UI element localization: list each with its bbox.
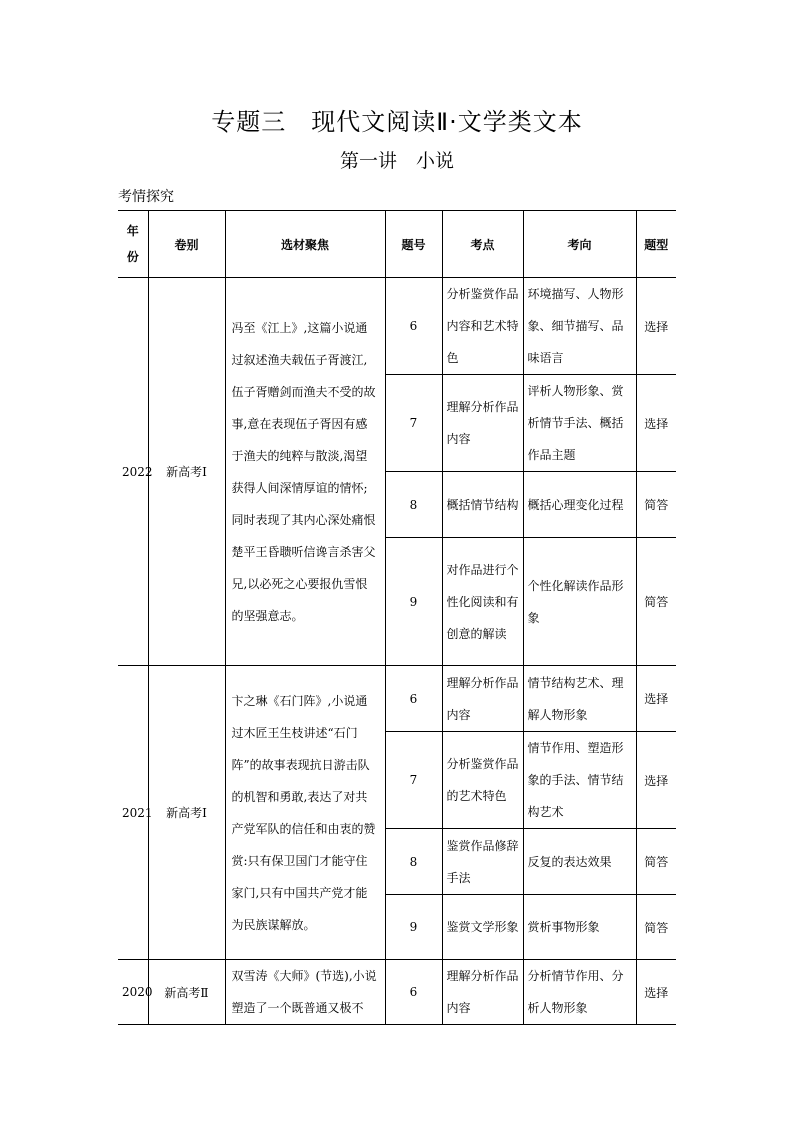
question-type-cell: 选择 [636,960,676,1025]
exam-direction-cell: 反复的表达效果 [523,829,636,895]
exam-direction-cell: 个性化解读作品形象 [523,538,636,666]
question-number-cell: 8 [385,472,442,538]
page-title: 专题三 现代文阅读Ⅱ·文学类文本 [211,108,583,136]
column-header: 题号 [385,211,442,278]
column-header: 选材聚焦 [225,211,385,278]
exam-point-cell: 对作品进行个性化阅读和有创意的解读 [442,538,523,666]
paper-cell: 新高考Ⅰ [148,278,225,666]
exam-point-cell: 鉴赏文学形象 [442,895,523,960]
question-type-cell: 简答 [636,538,676,666]
exam-direction-cell: 环境描写、人物形象、细节描写、品味语言 [523,278,636,375]
question-type-cell: 选择 [636,375,676,472]
exam-point-cell: 理解分析作品内容 [442,375,523,472]
question-number-cell: 7 [385,375,442,472]
column-header: 考向 [523,211,636,278]
exam-point-cell: 分析鉴赏作品内容和艺术特色 [442,278,523,375]
exam-direction-cell: 情节结构艺术、理解人物形象 [523,666,636,732]
exam-point-cell: 理解分析作品内容 [442,960,523,1025]
material-cell: 卞之琳《石门阵》,小说通过木匠王生枝讲述“石门阵”的故事表现抗日游击队的机智和勇敢,表达了对共产党军队的信任和由衷的赞赏:只有保卫国门才能守住家门,只有中国共产党才能为民族谋解放。 [225,666,385,960]
question-type-cell: 选择 [636,732,676,829]
exam-direction-cell: 赏析事物形象 [523,895,636,960]
material-cell: 冯至《江上》,这篇小说通过叙述渔夫载伍子胥渡江,伍子胥赠剑而渔夫不受的故事,意在表现伍子胥因有感于渔夫的纯粹与散淡,渴望获得人间深情厚谊的情怀;同时表现了其内心深处痛恨楚平王昏聩听信谗言杀害父兄,以必死之心要报仇雪恨的坚强意志。 [225,278,385,666]
question-type-cell: 简答 [636,895,676,960]
column-header: 年份 [118,211,148,278]
question-type-cell: 简答 [636,829,676,895]
column-header: 考点 [442,211,523,278]
question-number-cell: 9 [385,895,442,960]
page-subtitle: 第一讲 小说 [339,150,454,172]
question-number-cell: 7 [385,732,442,829]
table-row [118,666,676,732]
material-cell: 双雪涛《大师》(节选),小说塑造了一个既普通又极不 [225,960,385,1025]
exam-point-cell: 概括情节结构 [442,472,523,538]
paper-cell: 新高考Ⅰ [148,666,225,960]
year-cell: 2022 [118,278,148,666]
exam-direction-cell: 评析人物形象、赏析情节手法、概括作品主题 [523,375,636,472]
table-row [118,278,676,375]
exam-direction-cell: 情节作用、塑造形象的手法、情节结构艺术 [523,732,636,829]
question-number-cell: 6 [385,278,442,375]
question-number-cell: 6 [385,666,442,732]
section-heading: 考情探究 [118,189,174,205]
paper-cell: 新高考Ⅱ [148,960,225,1025]
year-cell: 2020 [118,960,148,1025]
exam-direction-cell: 概括心理变化过程 [523,472,636,538]
exam-point-cell: 理解分析作品内容 [442,666,523,732]
exam-point-cell: 鉴赏作品修辞手法 [442,829,523,895]
year-cell: 2021 [118,666,148,960]
exam-analysis-table [118,210,676,1025]
table-row [118,960,676,1025]
question-number-cell: 9 [385,538,442,666]
question-number-cell: 8 [385,829,442,895]
question-type-cell: 简答 [636,472,676,538]
question-type-cell: 选择 [636,278,676,375]
exam-point-cell: 分析鉴赏作品的艺术特色 [442,732,523,829]
column-header: 卷别 [148,211,225,278]
question-type-cell: 选择 [636,666,676,732]
exam-direction-cell: 分析情节作用、分析人物形象 [523,960,636,1025]
column-header: 题型 [636,211,676,278]
table-header-row [118,211,676,278]
question-number-cell: 6 [385,960,442,1025]
